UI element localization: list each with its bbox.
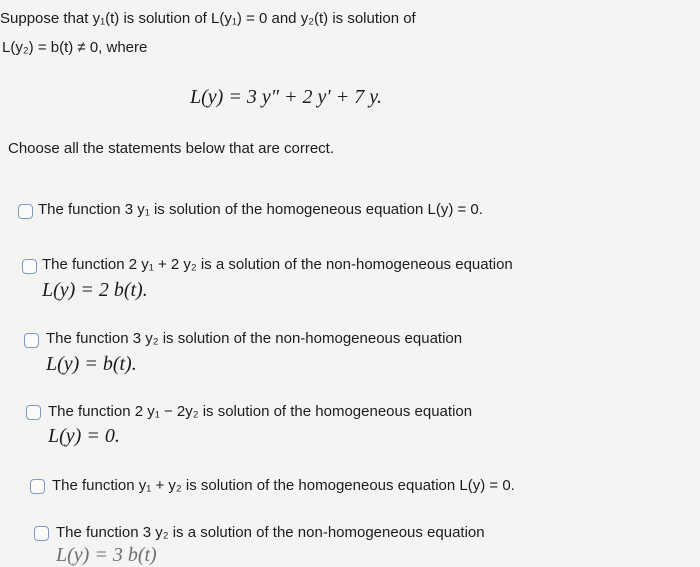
intro-line-1: Suppose that y₁(t) is solution of L(y₁) = 0 and y₂(t) is solution of <box>0 10 416 27</box>
option-equation: L(y) = 0. <box>48 425 120 447</box>
intro-line-2: L(y₂) = b(t) ≠ 0, where <box>2 39 148 56</box>
option-checkbox[interactable] <box>22 259 37 274</box>
option-text: The function 2 y₁ − 2y₂ is solution of the homogeneous equation <box>48 403 473 420</box>
question-prompt: Choose all the statements below that are correct. <box>8 140 335 157</box>
option-checkbox[interactable] <box>26 405 41 420</box>
option-text: The function 3 y₂ is solution of the non-homogeneous equation <box>46 330 463 347</box>
option-text: The function 3 y₁ is solution of the homogeneous equation L(y) = 0. <box>38 201 483 218</box>
option-equation: L(y) = 3 b(t) <box>56 544 157 566</box>
option-text: The function 2 y₁ + 2 y₂ is a solution of the non-homogeneous equation <box>42 256 513 273</box>
option-checkbox[interactable] <box>34 526 49 541</box>
option-checkbox[interactable] <box>18 204 33 219</box>
option-text: The function y₁ + y₂ is solution of the homogeneous equation L(y) = 0. <box>52 477 515 494</box>
option-text: The function 3 y₂ is a solution of the non-homogeneous equation <box>56 524 485 541</box>
option-equation: L(y) = b(t). <box>46 353 137 375</box>
option-checkbox[interactable] <box>30 479 45 494</box>
option-equation: L(y) = 2 b(t). <box>42 279 148 301</box>
option-checkbox[interactable] <box>24 333 39 348</box>
operator-equation: L(y) = 3 y″ + 2 y′ + 7 y. <box>190 86 383 108</box>
